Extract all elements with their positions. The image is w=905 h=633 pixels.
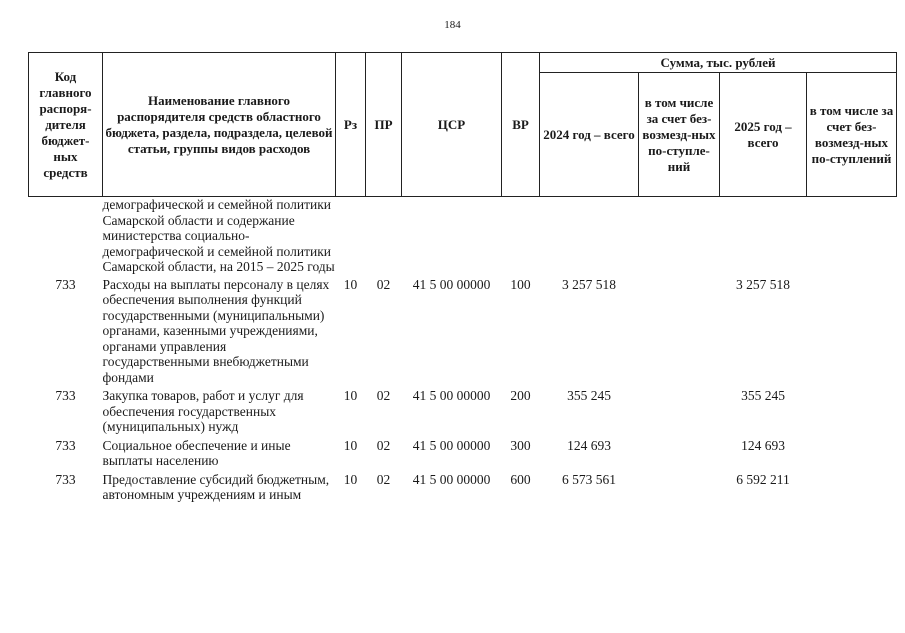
- header-2024-total: 2024 год – всего: [540, 73, 639, 197]
- header-code: Код главного распоря-дителя бюджет-ных средств: [29, 53, 103, 197]
- header-pr: ПР: [366, 53, 402, 197]
- header-2025-total: 2025 год – всего: [720, 73, 807, 197]
- header-sum-group: Сумма, тыс. рублей: [540, 53, 897, 73]
- row-code: 733: [55, 388, 76, 403]
- header-2025-grant: в том числе за счет без-возмезд-ных по-ступлений: [807, 73, 897, 197]
- budget-table: [28, 52, 897, 503]
- header-vr: ВР: [502, 53, 540, 197]
- row-vr: 100: [510, 276, 531, 292]
- row-csr: 41 5 00 00000: [412, 388, 491, 403]
- row-2025-grant: [807, 388, 897, 438]
- row-2024-grant: [639, 472, 720, 503]
- row-2025-grant: [807, 277, 897, 389]
- row-2024-total: 6 573 561: [562, 471, 616, 487]
- row-rz: 10: [343, 276, 358, 292]
- row-name: Социальное обеспечение и иные выплаты населению: [102, 437, 291, 468]
- row-2025-total: 124 693: [741, 437, 785, 453]
- row-2025-total: 355 245: [741, 388, 785, 403]
- row-name: Предоставление субсидий бюджетным, автономным учреждениям и иным: [102, 471, 330, 502]
- row-rz: 10: [343, 471, 358, 487]
- row-2025-total: 3 257 518: [736, 276, 790, 292]
- header-2024-grant: в том числе за счет без-возмезд-ных по-ступле-ний: [639, 73, 720, 197]
- table-header: [29, 53, 897, 197]
- row-csr: 41 5 00 00000: [412, 437, 491, 453]
- header-rz: Рз: [336, 53, 366, 197]
- row-pr: 02: [376, 388, 391, 403]
- page-number: 184: [444, 19, 461, 31]
- row-vr: 600: [510, 471, 531, 487]
- row-2025-grant: [807, 438, 897, 472]
- row-csr: 41 5 00 00000: [412, 471, 491, 487]
- row-csr: 41 5 00 00000: [412, 276, 491, 292]
- table-row: [29, 438, 897, 472]
- row-2025-total: 6 592 211: [736, 471, 790, 487]
- row-rz: 10: [343, 388, 358, 403]
- row-pr: 02: [376, 276, 391, 292]
- row-code: 733: [55, 471, 76, 487]
- row-2025-grant: [807, 472, 897, 503]
- table-row: [29, 472, 897, 503]
- table-row: [29, 277, 897, 389]
- row-2024-grant: [639, 277, 720, 389]
- header-csr: ЦСР: [402, 53, 502, 197]
- row-pr: 02: [376, 471, 391, 487]
- row-code: 733: [55, 437, 76, 453]
- row-vr: 300: [510, 437, 531, 453]
- row-vr: 200: [510, 388, 531, 403]
- row-2024-total: 355 245: [567, 388, 611, 403]
- row-2024-grant: [639, 438, 720, 472]
- table-row: [29, 388, 897, 438]
- header-name: Наименование главного распорядителя средств областного бюджета, раздела, подраздела, целевой статьи, группы видов расходов: [103, 53, 336, 197]
- continuation-text: демографической и семейной политики Самарской области и содержание министерства социально-демографической и семейной политики Самарской области, на 2015 – 2025 годы: [102, 197, 335, 274]
- row-name: Расходы на выплаты персоналу в целях обеспечения выполнения функций государственными (муниципальными) органами, казенными учреждениями, органами управления государственными внебюджетными фондами: [102, 276, 330, 385]
- row-code: 733: [55, 276, 76, 292]
- row-name: Закупка товаров, работ и услуг для обеспечения государственных (муниципальных) нужд: [102, 388, 304, 434]
- row-rz: 10: [343, 437, 358, 453]
- row-pr: 02: [376, 437, 391, 453]
- table-body: [29, 197, 897, 503]
- row-2024-grant: [639, 388, 720, 438]
- row-2024-total: 3 257 518: [562, 276, 616, 292]
- table-row-continuation: [29, 197, 897, 277]
- row-2024-total: 124 693: [567, 437, 611, 453]
